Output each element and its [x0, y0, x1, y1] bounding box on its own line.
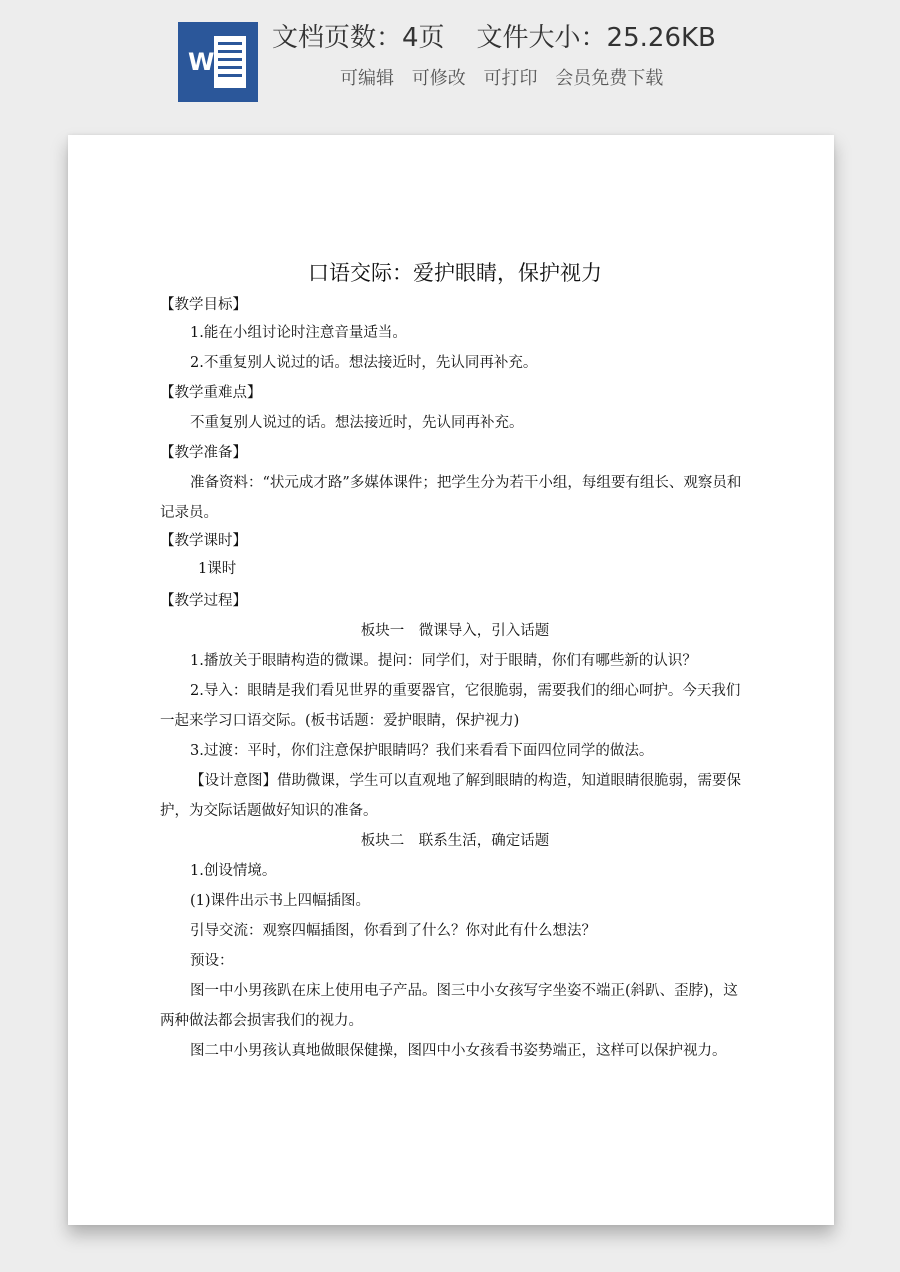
process-heading: 【教学过程】 [160, 593, 247, 609]
section-2-title: 板块二 联系生活，确定话题 [360, 833, 550, 849]
word-icon-line [218, 74, 242, 77]
section-2-para-5: 图一中小男孩趴在床上使用电子产品。图三中小女孩写字坐姿不端正(斜趴、歪脖)，这两种做法都会损害我们的视力。 [160, 983, 738, 1029]
feature-list [340, 64, 860, 94]
feature-editable: 可编辑 [340, 68, 394, 89]
word-icon-line [218, 50, 242, 53]
section-2-para-3: 引导交流：观察四幅插图，你看到了什么？你对此有什么想法？ [190, 923, 596, 939]
download-info-header [0, 0, 900, 120]
goal-item-2: 2.不重复别人说过的话。想法接近时，先认同再补充。 [190, 355, 538, 371]
section-1-design-intent: 【设计意图】借助微课，学生可以直观地了解到眼睛的构造，知道眼睛很脆弱，需要保护，为交际话题做好知识的准备。 [160, 773, 741, 819]
file-meta [272, 18, 892, 58]
feature-member-download: 会员免费下载 [555, 68, 664, 89]
word-icon-line [218, 58, 242, 61]
hours-text: 1课时 [198, 561, 237, 577]
section-1-title: 板块一 微课导入，引入话题 [360, 623, 550, 639]
document-body [160, 256, 750, 1066]
key-text: 不重复别人说过的话。想法接近时，先认同再补充。 [190, 415, 524, 431]
key-heading: 【教学重难点】 [160, 385, 262, 401]
page-count: 文档页数：4页 [272, 23, 445, 53]
section-1-para-2: 2.导入：眼睛是我们看见世界的重要器官，它很脆弱，需要我们的细心呵护。今天我们一起来学习口语交际。(板书话题：爱护眼睛，保护视力) [160, 683, 741, 729]
word-icon-line [218, 66, 242, 69]
feature-modifiable: 可修改 [411, 68, 466, 89]
section-2-para-2: (1)课件出示书上四幅插图。 [190, 893, 371, 909]
goal-heading: 【教学目标】 [160, 297, 247, 313]
prep-text: 准备资料：“状元成才路”多媒体课件；把学生分为若干小组，每组要有组长、观察员和记录员。 [160, 475, 742, 521]
file-size: 文件大小：25.26KB [476, 23, 716, 53]
document-title: 口语交际：爱护眼睛，保护视力 [308, 261, 602, 285]
word-document-icon [178, 22, 258, 102]
section-1-para-1: 1.播放关于眼睛构造的微课。提问：同学们，对于眼睛，你们有哪些新的认识？ [190, 653, 697, 669]
hours-heading: 【教学课时】 [160, 533, 247, 549]
feature-printable: 可打印 [483, 68, 538, 89]
section-2-para-4: 预设： [190, 953, 234, 969]
word-icon-letter: W [188, 48, 215, 76]
goal-item-1: 1.能在小组讨论时注意音量适当。 [190, 325, 407, 341]
section-1-para-3: 3.过渡：平时，你们注意保护眼睛吗？我们来看看下面四位同学的做法。 [190, 743, 654, 759]
word-icon-line [218, 42, 242, 45]
section-2-para-1: 1.创设情境。 [190, 863, 277, 879]
prep-heading: 【教学准备】 [160, 445, 247, 461]
section-2-para-6: 图二中小男孩认真地做眼保健操，图四中小女孩看书姿势端正，这样可以保护视力。 [190, 1043, 727, 1059]
